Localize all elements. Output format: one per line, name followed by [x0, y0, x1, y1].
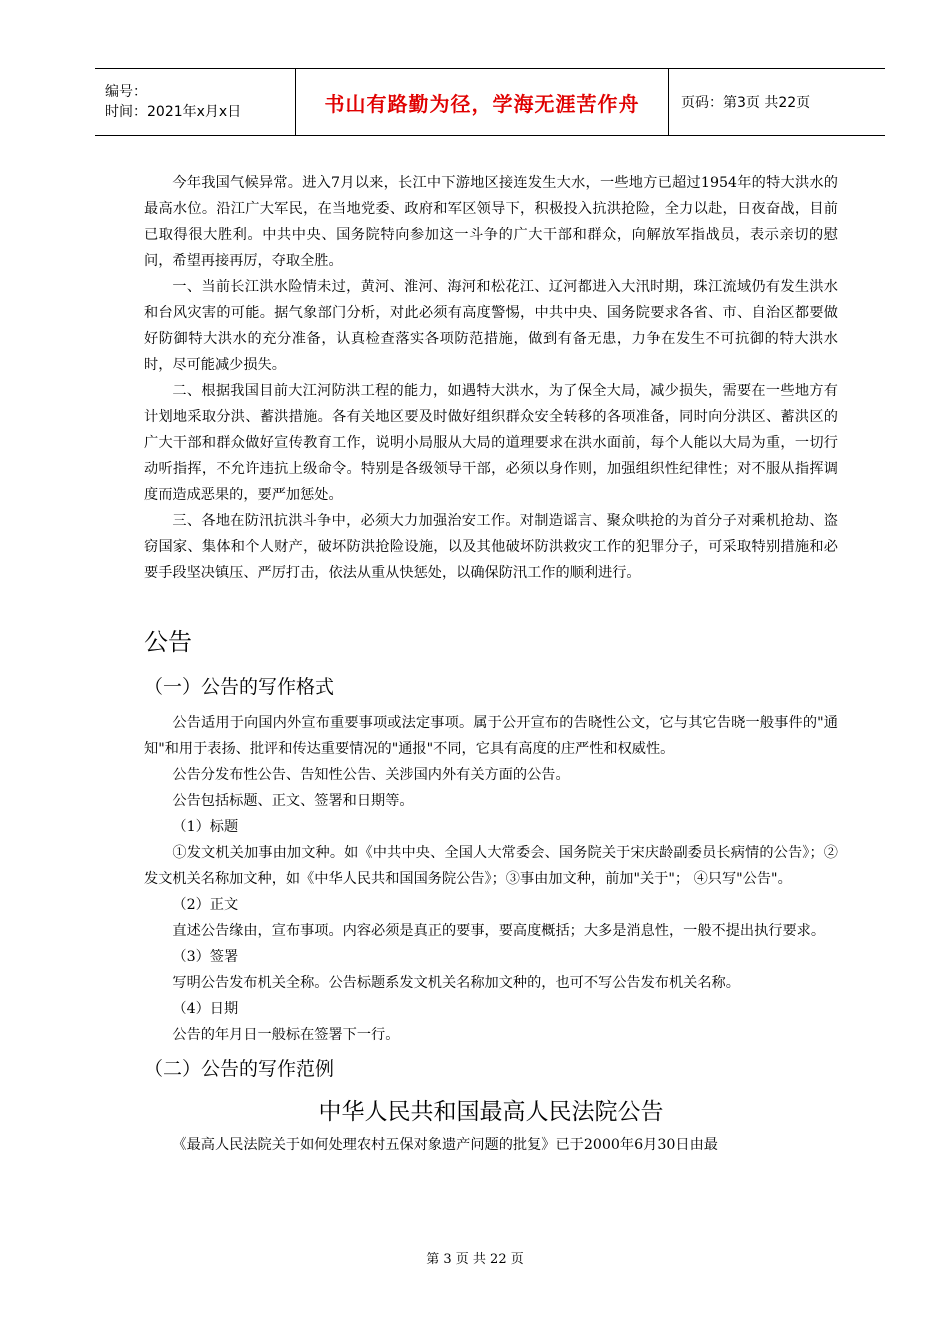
- item-heading: （1）标题: [172, 819, 239, 835]
- body-paragraph: 公告分发布性公告、告知性公告、关涉国内外有关方面的公告。: [172, 767, 570, 783]
- header-motto-cell: [296, 69, 669, 135]
- example-title: 中华人民共和国最高人民法院公告: [318, 1099, 664, 1125]
- section-title: 公告: [144, 628, 192, 656]
- document-body: [144, 170, 838, 1158]
- subsection-title: （一）公告的写作格式: [144, 676, 335, 698]
- body-paragraph: 公告适用于向国内外宣布重要事项或法定事项。属于公开宣布的告晓性公文，它与其它告晓一般事件的"通知"和用于表扬、批评和传达重要情况的"通报"不同，它具有高度的庄严性和权威性。: [144, 715, 838, 757]
- time-label: 时间：2021年x月x日: [105, 104, 242, 120]
- subsection-title: （二）公告的写作范例: [144, 1058, 335, 1080]
- motto-text: 书山有路勤为径，学海无涯苦作舟: [324, 91, 640, 116]
- item-heading: （4）日期: [172, 1001, 239, 1017]
- body-paragraph: 公告包括标题、正文、签署和日期等。: [172, 793, 414, 809]
- intro-paragraph: 今年我国气候异常。进入7月以来，长江中下游地区接连发生大水，一些地方已超过1954年的特大洪水的最高水位。沿江广大军民，在当地党委、政府和军区领导下，积极投入抗洪抢险，全力以赴，日夜奋战，目前已取得很大胜利。中共中央、国务院特向参加这一斗争的广大干部和群众，向解放军指战员，表示亲切的慰问，希望再接再厉，夺取全胜。: [144, 175, 838, 269]
- body-paragraph: 写明公告发布机关全称。公告标题系发文机关名称加文种的，也可不写公告发布机关名称。: [172, 975, 740, 991]
- intro-paragraph: 二、根据我国目前大江河防洪工程的能力，如遇特大洪水，为了保全大局，减少损失，需要在一些地方有计划地采取分洪、蓄洪措施。各有关地区要及时做好组织群众安全转移的各项准备，同时向分洪区、蓄洪区的广大干部和群众做好宣传教育工作，说明小局服从大局的道理要求在洪水面前，每个人能以大局为重，一切行动听指挥，不允许违抗上级命令。特别是各级领导干部，必须以身作则，加强组织性纪律性；对不服从指挥调度而造成恶果的，要严加惩处。: [144, 383, 838, 503]
- body-paragraph: ①发文机关加事由加文种。如《中共中央、全国人大常委会、国务院关于宋庆龄副委员长病情的公告》；②发文机关名称加文种，如《中华人民共和国国务院公告》；③事由加文种，前加"关于"； ④只写"公告"。: [144, 845, 838, 887]
- intro-paragraph: 一、当前长江洪水险情未过，黄河、淮河、海河和松花江、辽河都进入大汛时期，珠江流域仍有发生洪水和台风灾害的可能。据气象部门分析，对此必须有高度警惕，中共中央、国务院要求各省、市、自治区都要做好防御特大洪水的充分准备，认真检查落实各项防范措施，做到有备无患，力争在发生不可抗御的特大洪水时，尽可能减少损失。: [144, 279, 838, 373]
- number-label: 编号：: [105, 84, 147, 100]
- header-page-info: [669, 69, 885, 135]
- page-info-text: 页码：第3页 共22页: [681, 95, 811, 111]
- page-footer: 第 3 页 共 22 页: [426, 1252, 524, 1267]
- example-paragraph: 《最高人民法院关于如何处理农村五保对象遗产问题的批复》已于2000年6月30日由最: [172, 1137, 718, 1153]
- page-header: [95, 68, 885, 136]
- body-paragraph: 直述公告缘由，宣布事项。内容必须是真正的要事，要高度概括；大多是消息性，一般不提出执行要求。: [172, 923, 826, 939]
- body-paragraph: 公告的年月日一般标在签署下一行。: [172, 1027, 400, 1043]
- item-heading: （3）签署: [172, 949, 239, 965]
- header-meta: [95, 69, 296, 135]
- item-heading: （2）正文: [172, 897, 239, 913]
- intro-paragraph: 三、各地在防汛抗洪斗争中，必须大力加强治安工作。对制造谣言、聚众哄抢的为首分子对乘机抢劫、盗窃国家、集体和个人财产，破坏防洪抢险设施，以及其他破坏防洪救灾工作的犯罪分子，可采取特别措施和必要手段坚决镇压、严厉打击，依法从重从快惩处，以确保防汛工作的顺利进行。: [144, 513, 838, 581]
